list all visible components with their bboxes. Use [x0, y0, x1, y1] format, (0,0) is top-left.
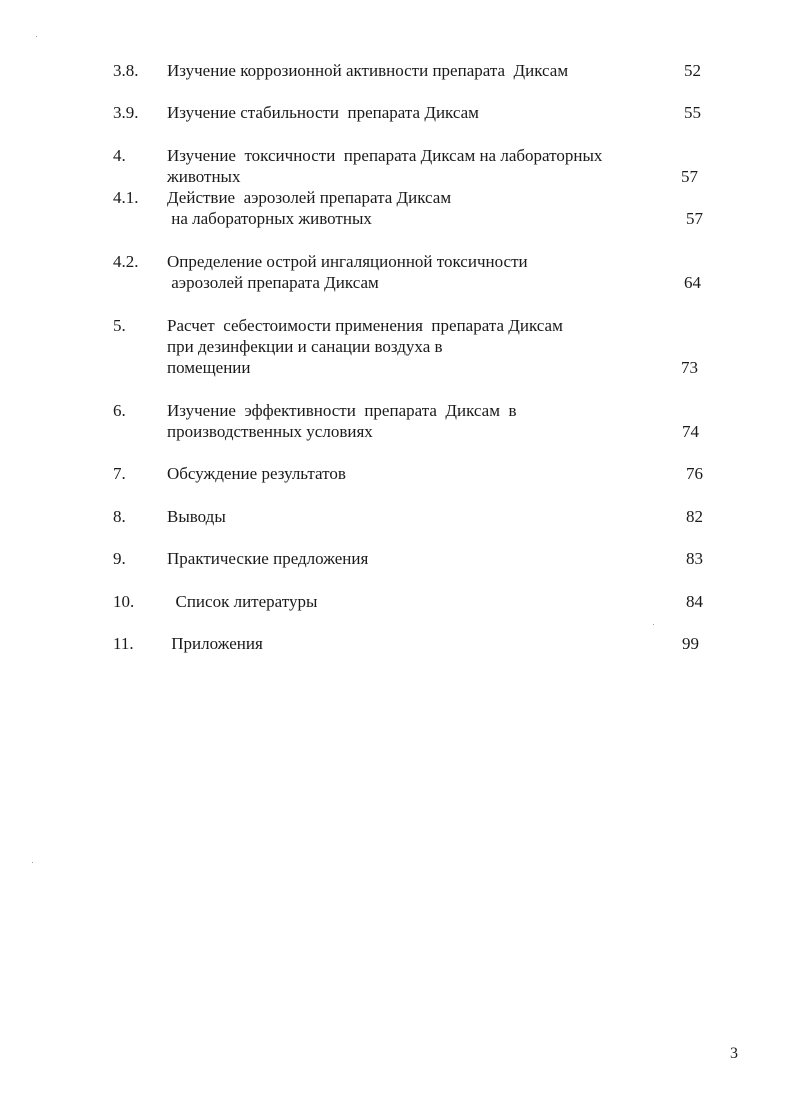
toc-title-line: животных	[167, 167, 241, 186]
toc-title	[167, 506, 226, 527]
toc-number: 11.	[113, 634, 134, 653]
toc-title-line: помещении	[167, 358, 251, 377]
toc-page-number: 76	[686, 464, 703, 483]
toc-title-line: Выводы	[167, 507, 226, 526]
toc-title-line: Список литературы	[167, 592, 318, 611]
toc-page-number: 83	[686, 549, 703, 568]
toc-number: 4.1.	[113, 188, 139, 207]
toc-number: 7.	[113, 464, 126, 483]
toc-title	[167, 463, 346, 484]
toc-title-line: производственных условиях	[167, 422, 373, 441]
toc-title	[167, 145, 602, 187]
toc-title-line: на лабораторных животных	[167, 209, 372, 228]
toc-title-line: Изучение эффективности препарата Диксам в	[167, 401, 517, 420]
scan-speck	[36, 36, 37, 37]
toc-number: 3.8.	[113, 61, 139, 80]
toc-page-number: 55	[684, 103, 701, 122]
toc-title-line: Изучение токсичности препарата Диксам на лабораторных	[167, 146, 603, 165]
toc-title-line: Определение острой ингаляционной токсичности	[167, 252, 528, 271]
toc-title-line: Изучение стабильности препарата Диксам	[167, 103, 479, 122]
toc-number: 6.	[113, 401, 126, 420]
toc-title	[167, 633, 263, 654]
toc-title-line: при дезинфекции и санации воздуха в	[167, 337, 443, 356]
toc-title-line: Действие аэрозолей препарата Диксам	[167, 188, 452, 207]
scan-speck	[32, 862, 33, 863]
toc-number: 10.	[113, 592, 135, 611]
toc-number: 4.	[113, 146, 126, 165]
toc-title	[167, 315, 563, 378]
toc-page-number: 84	[686, 592, 703, 611]
toc-title-line: Практические предложения	[167, 549, 369, 568]
toc-title-line: аэрозолей препарата Диксам	[167, 273, 379, 292]
toc-title	[167, 102, 479, 123]
toc-page-number: 64	[684, 273, 701, 292]
toc-page-number: 74	[682, 422, 699, 441]
toc-page-number: 52	[684, 61, 701, 80]
toc-title	[167, 400, 517, 442]
toc-title-line: Приложения	[167, 634, 263, 653]
toc-title	[167, 548, 368, 569]
toc-title-line: Расчет себестоимости применения препарата Диксам	[167, 316, 563, 335]
toc-number: 4.2.	[113, 252, 139, 271]
toc-page-number: 73	[681, 358, 698, 377]
toc-title	[167, 60, 568, 81]
toc-page-number: 82	[686, 507, 703, 526]
toc-title-line: Изучение коррозионной активности препарата Диксам	[167, 61, 569, 80]
toc-title	[167, 591, 317, 612]
toc-page-number: 57	[686, 209, 703, 228]
toc-number: 8.	[113, 507, 126, 526]
scan-speck	[653, 624, 654, 625]
toc-page-number: 99	[682, 634, 699, 653]
toc-title	[167, 251, 528, 293]
toc-title-line: Обсуждение результатов	[167, 464, 346, 483]
toc-number: 9.	[113, 549, 126, 568]
toc-title	[167, 187, 451, 229]
toc-number: 5.	[113, 316, 126, 335]
toc-page-number: 57	[681, 167, 698, 186]
toc-number: 3.9.	[113, 103, 139, 122]
footer-page-number: 3	[730, 1045, 738, 1062]
